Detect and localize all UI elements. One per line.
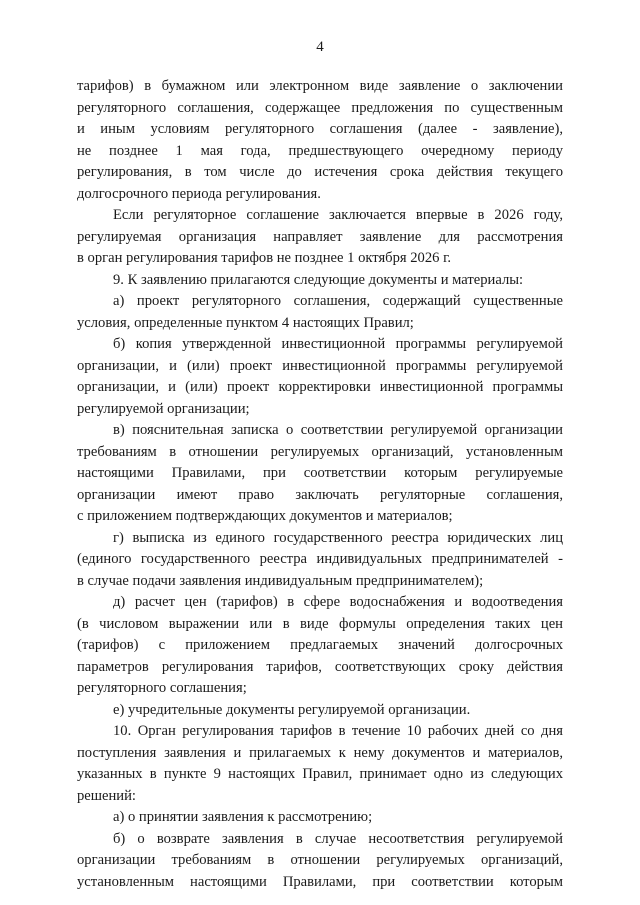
text-line: установленным настоящими Правилами, при соответствии которым xyxy=(77,874,563,890)
text-line: с приложением подтверждающих документов и материалов; xyxy=(77,508,453,524)
text-line: а) проект регуляторного соглашения, содержащий существенные xyxy=(113,293,563,309)
text-line: регуляторного соглашения; xyxy=(77,680,247,696)
text-line: решений: xyxy=(77,788,136,804)
text-line: б) копия утвержденной инвестиционной программы регулируемой xyxy=(113,336,563,352)
text-line: организации имеют право заключать регуляторные соглашения, xyxy=(77,487,563,503)
text-line: е) учредительные документы регулируемой организации. xyxy=(113,702,471,718)
text-line: и иным условиям регуляторного соглашения (далее - заявление), xyxy=(77,121,563,137)
text-line: б) о возврате заявления в случае несоответствия регулируемой xyxy=(113,831,563,847)
text-line: не позднее 1 мая года, предшествующего очередному периоду xyxy=(77,143,563,159)
text-line: организации требованиям в отношении регулируемых организаций, xyxy=(77,852,563,868)
text-line: тарифов) в бумажном или электронном виде заявление о заключении xyxy=(77,78,563,94)
text-line: 10. Орган регулирования тарифов в течение 10 рабочих дней со дня xyxy=(113,723,563,739)
text-line: регулирования, в том числе до истечения срока действия текущего xyxy=(77,164,563,180)
text-line: регулируемой организации; xyxy=(77,401,250,417)
text-line: поступления заявления и прилагаемых к нему документов и материалов, xyxy=(77,745,563,761)
text-line: регуляторного соглашения, содержащее предложения по существенным xyxy=(77,100,563,116)
page-number: 4 xyxy=(316,39,324,55)
text-line: в орган регулирования тарифов не позднее 1 октября 2026 г. xyxy=(77,250,452,266)
text-line: указанных в пункте 9 настоящих Правил, принимает одно из следующих xyxy=(77,766,563,782)
text-line: долгосрочного периода регулирования. xyxy=(77,186,321,202)
text-line: (единого государственного реестра индивидуальных предпринимателей - xyxy=(77,551,563,567)
text-line: организации, и (или) проект инвестиционной программы регулируемой xyxy=(77,358,563,374)
text-line: в случае подачи заявления индивидуальным предпринимателем); xyxy=(77,573,484,589)
text-line: (тарифов) с приложением предлагаемых значений долгосрочных xyxy=(77,637,563,653)
text-line: г) выписка из единого государственного реестра юридических лиц xyxy=(113,530,563,546)
text-line: условия, определенные пунктом 4 настоящих Правил; xyxy=(77,315,414,331)
text-line: (в числовом выражении или в виде формулы определения таких цен xyxy=(77,616,563,632)
text-line: регулируемая организация направляет заявление для рассмотрения xyxy=(77,229,563,245)
text-line: д) расчет цен (тарифов) в сфере водоснабжения и водоотведения xyxy=(113,594,563,610)
text-line: требованиям в отношении регулируемых организаций, установленным xyxy=(77,444,563,460)
text-line: 9. К заявлению прилагаются следующие документы и материалы: xyxy=(113,272,524,288)
text-line: организации, и (или) проект корректировки инвестиционной программы xyxy=(77,379,563,395)
text-line: настоящими Правилами, при соответствии которым регулируемые xyxy=(77,465,563,481)
text-line: в) пояснительная записка о соответствии регулируемой организации xyxy=(113,422,563,438)
text-line: а) о принятии заявления к рассмотрению; xyxy=(113,809,373,825)
text-line: Если регуляторное соглашение заключается впервые в 2026 году, xyxy=(113,207,563,223)
text-line: параметров регулирования тарифов, соответствующих сроку действия xyxy=(77,659,563,675)
